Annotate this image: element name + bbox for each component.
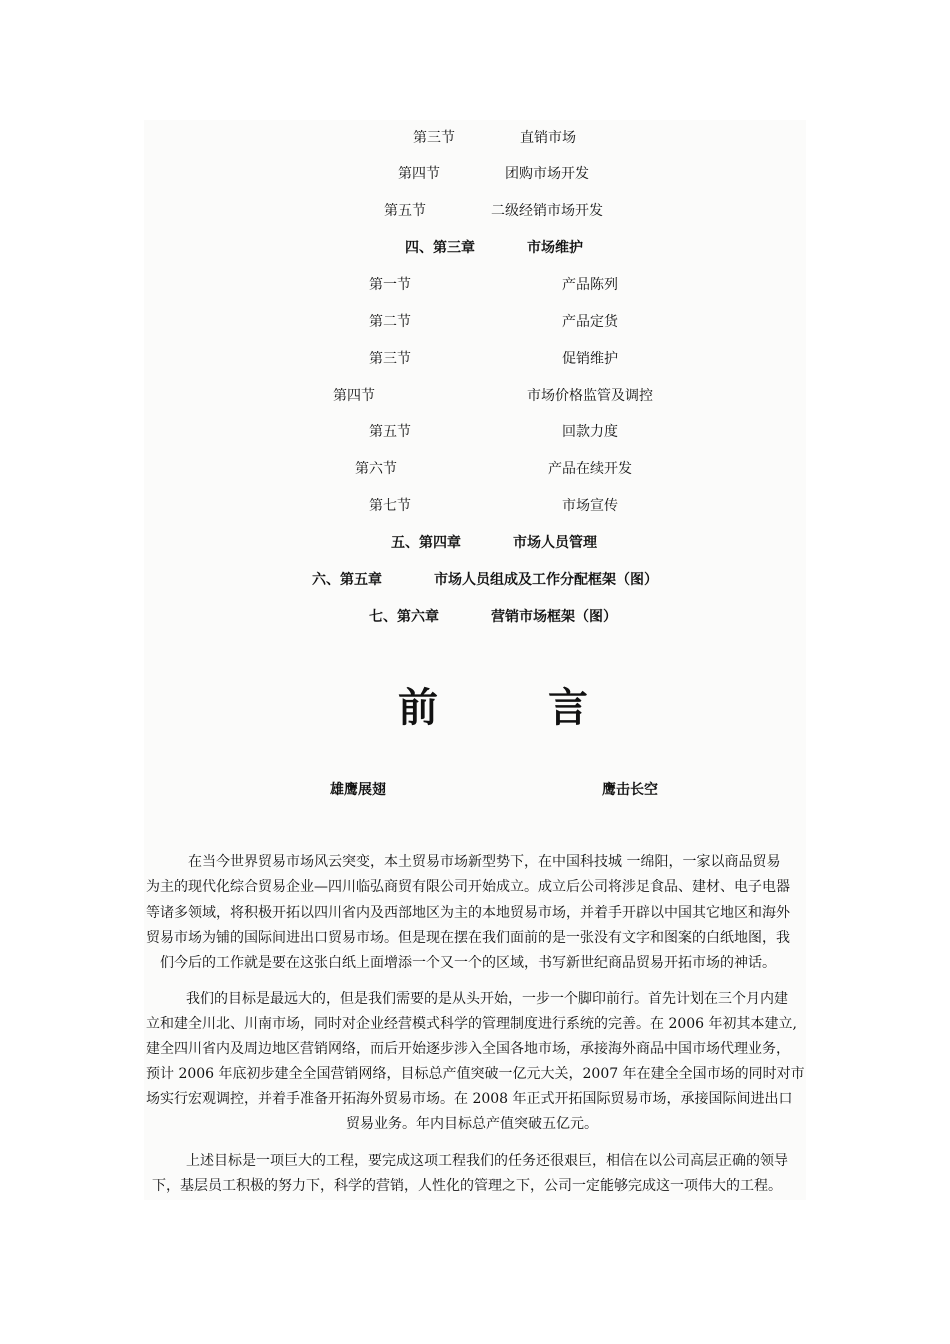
paragraph-line: 预计 2006 年底初步建全全国营销网络，目标总产值突破一亿元大关，2007 年在建全全国市场的同时对市 — [146, 1066, 805, 1082]
toc-section-number: 第三节 — [413, 130, 455, 146]
motto-left: 雄鹰展翅 — [330, 782, 386, 798]
toc-section-number: 第五节 — [369, 424, 411, 440]
paragraph-line: 在当今世界贸易市场风云突变，本土贸易市场新型势下，在中国科技城 一绵阳，一家以商品贸易 — [188, 854, 781, 870]
toc-row — [0, 421, 950, 443]
toc-section-number: 第二节 — [369, 314, 411, 330]
paragraph-line: 我们的目标是最远大的，但是我们需要的是从头开始，一步一个脚印前行。首先计划在三个月内建 — [186, 991, 788, 1007]
toc-section-number: 第四节 — [333, 388, 375, 404]
toc-section-title: 团购市场开发 — [505, 166, 589, 182]
motto-right: 鹰击长空 — [602, 782, 658, 798]
paragraph-line: 等诸多领域，将积极开拓以四川省内及西部地区为主的本地贸易市场，并着手开辟以中国其它地区和海外 — [146, 905, 790, 921]
paragraph-line: 贸易业务。年内目标总产值突破五亿元。 — [346, 1116, 598, 1132]
toc-section-title: 产品定货 — [562, 314, 618, 330]
toc-section-title: 二级经销市场开发 — [491, 203, 603, 219]
toc-row — [0, 200, 950, 222]
toc-row — [0, 495, 950, 517]
toc-section-title: 直销市场 — [520, 130, 576, 146]
toc-chapter-number: 四、第三章 — [405, 240, 475, 256]
paragraph-line: 上述目标是一项巨大的工程，要完成这项工程我们的任务还很艰巨，相信在以公司高层正确的领导 — [186, 1153, 788, 1169]
toc-section-title: 促销维护 — [562, 351, 618, 367]
toc-row — [0, 163, 950, 185]
preface-title-right: 言 — [548, 684, 588, 731]
toc-section-title: 产品陈列 — [562, 277, 618, 293]
toc-row — [0, 311, 950, 333]
toc-chapter-title: 市场人员组成及工作分配框架（图） — [434, 572, 658, 588]
toc-row — [0, 274, 950, 296]
toc-chapter-row — [0, 569, 950, 591]
paragraph-line: 下，基层员工积极的努力下，科学的营销，人性化的管理之下，公司一定能够完成这一项伟大的工程。 — [152, 1178, 782, 1194]
paragraph-line: 们今后的工作就是要在这张白纸上面增添一个又一个的区域，书写新世纪商品贸易开拓市场的神话。 — [160, 955, 776, 971]
toc-chapter-number: 六、第五章 — [312, 572, 382, 588]
toc-section-number: 第五节 — [384, 203, 426, 219]
toc-chapter-title: 营销市场框架（图） — [491, 609, 617, 625]
toc-section-title: 回款力度 — [562, 424, 618, 440]
toc-section-title: 产品在续开发 — [548, 461, 632, 477]
paragraph-line: 为主的现代化综合贸易企业—四川临弘商贸有限公司开始成立。成立后公司将涉足食品、建材、电子电器 — [146, 879, 790, 895]
toc-row — [0, 127, 950, 149]
toc-row — [0, 458, 950, 480]
toc-section-title: 市场价格监管及调控 — [527, 388, 653, 404]
toc-section-title: 市场宣传 — [562, 498, 618, 514]
toc-section-number: 第六节 — [355, 461, 397, 477]
paragraph-line: 立和建全川北、川南市场，同时对企业经营模式科学的管理制度进行系统的完善。在 2006 年初其本建立, — [146, 1016, 797, 1032]
toc-section-number: 第三节 — [369, 351, 411, 367]
toc-section-number: 第一节 — [369, 277, 411, 293]
toc-chapter-row — [0, 606, 950, 628]
toc-section-number: 第四节 — [398, 166, 440, 182]
toc-section-number: 第七节 — [369, 498, 411, 514]
paragraph-line: 场实行宏观调控，并着手准备开拓海外贸易市场。在 2008 年正式开拓国际贸易市场，承接国际间进出口 — [146, 1091, 793, 1107]
preface-title-left: 前 — [398, 684, 438, 731]
toc-chapter-row — [0, 237, 950, 259]
toc-chapter-title: 市场维护 — [527, 240, 583, 256]
toc-row — [0, 385, 950, 407]
toc-row — [0, 348, 950, 370]
toc-chapter-number: 七、第六章 — [369, 609, 439, 625]
toc-chapter-row — [0, 532, 950, 554]
toc-chapter-title: 市场人员管理 — [513, 535, 597, 551]
paragraph-line: 贸易市场为铺的国际间进出口贸易市场。但是现在摆在我们面前的是一张没有文字和图案的白纸地图，我 — [146, 930, 790, 946]
paragraph-line: 建全四川省内及周边地区营销网络，而后开始逐步涉入全国各地市场，承接海外商品中国市场代理业务， — [146, 1041, 790, 1057]
toc-chapter-number: 五、第四章 — [391, 535, 461, 551]
